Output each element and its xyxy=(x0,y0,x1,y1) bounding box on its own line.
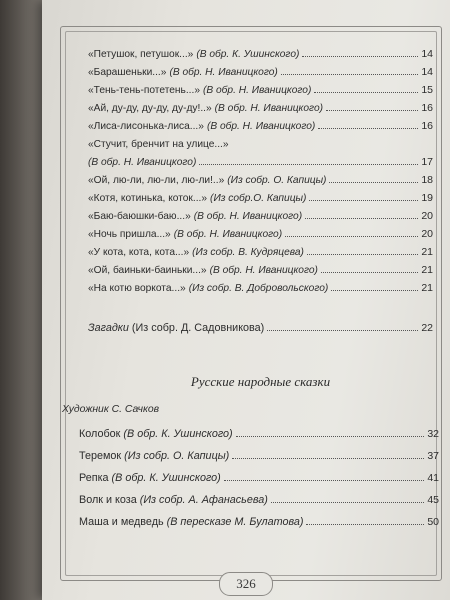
leader-dots xyxy=(281,74,419,75)
toc-entry xyxy=(88,170,433,186)
toc-entry xyxy=(88,62,433,78)
entry-note: (Из собр. В. Добровольского) xyxy=(188,283,329,294)
entry-title: «Ай, ду-ду, ду-ду, ду-ду!..» xyxy=(88,103,212,114)
entry-page: 21 xyxy=(421,246,433,258)
leader-dots xyxy=(331,290,418,291)
entry-title: «Петушок, петушок...» xyxy=(88,49,194,60)
toc-entry xyxy=(88,206,433,222)
entry-title: «Ночь пришла...» xyxy=(88,229,171,240)
entry-title: Волк и коза xyxy=(79,494,137,506)
entry-title: Теремок xyxy=(79,450,122,462)
entry-title: «Лиса-лисонька-лиса...» xyxy=(88,121,204,132)
entry-page: 21 xyxy=(421,264,433,276)
entry-page: 17 xyxy=(421,156,433,168)
toc-entry xyxy=(88,44,433,60)
toc-entry xyxy=(88,242,433,258)
toc-entry xyxy=(79,486,439,506)
entry-note: (Из собр. О. Капицы) xyxy=(227,175,327,186)
entry-page: 22 xyxy=(421,322,433,334)
entry-title: «Баю-баюшки-баю...» xyxy=(88,211,191,222)
leader-dots xyxy=(309,200,418,201)
entry-page: 18 xyxy=(421,174,433,186)
toc-entry xyxy=(79,508,439,528)
entry-note: (В обр. Н. Иваницкого) xyxy=(88,157,197,168)
toc-entry xyxy=(88,116,433,132)
entry-page: 21 xyxy=(421,282,433,294)
entry-page: 20 xyxy=(421,210,433,222)
entry-title: «Стучит, бренчит на улице...» xyxy=(88,139,229,150)
leader-dots xyxy=(232,458,424,459)
toc-entry xyxy=(88,224,433,240)
entry-note: (В обр. К. Ушинского) xyxy=(196,49,300,60)
entry-title: Репка xyxy=(79,472,109,484)
leader-dots xyxy=(224,480,425,481)
leader-dots xyxy=(314,92,418,93)
leader-dots xyxy=(329,182,418,183)
illustrator-credit: Художник С. Сачков xyxy=(62,404,160,415)
entry-note: (В обр. Н. Иваницкого) xyxy=(209,265,318,276)
entry-page: 16 xyxy=(421,120,433,132)
toc-entry xyxy=(88,278,433,294)
entry-note: (В пересказе М. Булатова) xyxy=(166,516,304,528)
leader-dots xyxy=(271,502,424,503)
leader-dots xyxy=(305,218,418,219)
section-heading: Русские народные сказки xyxy=(190,374,331,389)
toc-entry xyxy=(88,98,433,114)
leader-dots xyxy=(306,524,424,525)
entry-title: «Ой, лю-ли, лю-ли, лю-ли!..» xyxy=(88,175,225,186)
entry-note: (В обр. Н. Иваницкого) xyxy=(169,67,278,78)
toc-entry xyxy=(88,134,433,150)
entry-title: Колобок xyxy=(79,428,121,440)
leader-dots xyxy=(302,56,418,57)
toc-entry xyxy=(88,80,433,96)
entry-note: (В обр. Н. Иваницкого) xyxy=(173,229,283,240)
entry-page: 41 xyxy=(427,472,439,484)
toc-entry xyxy=(88,188,433,204)
entry-note: (В обр. Н. Иваницкого) xyxy=(193,211,303,222)
entry-note: (В обр. К. Ушинского) xyxy=(111,472,221,484)
leader-dots xyxy=(236,436,425,437)
entry-page: 15 xyxy=(421,84,433,96)
entry-title: Маша и медведь xyxy=(79,516,164,528)
entry-note: (Из собр.О. Капицы) xyxy=(210,193,307,204)
leader-dots xyxy=(318,128,418,129)
toc-entry-riddles xyxy=(88,318,433,334)
leader-dots xyxy=(326,110,418,111)
leader-dots xyxy=(199,164,418,165)
entry-page: 50 xyxy=(427,516,439,528)
entry-note: (В обр. Н. Иваницкого) xyxy=(214,103,324,114)
entry-title: «На котю воркота...» xyxy=(88,283,186,294)
entry-page: 20 xyxy=(421,228,433,240)
entry-note: (Из собр. Д. Садовникова) xyxy=(131,322,265,334)
entry-page: 14 xyxy=(421,66,433,78)
entry-title: «У кота, кота, кота...» xyxy=(88,247,190,258)
entry-page: 14 xyxy=(421,48,433,60)
entry-note: (В обр. К. Ушинского) xyxy=(123,428,233,440)
entry-title: «Котя, котинька, коток...» xyxy=(88,193,208,204)
toc-entry xyxy=(79,420,439,440)
leader-dots xyxy=(307,254,418,255)
entry-page: 32 xyxy=(427,428,439,440)
leader-dots xyxy=(267,330,418,331)
entry-page: 45 xyxy=(427,494,439,506)
entry-title: Загадки xyxy=(88,322,129,334)
leader-dots xyxy=(285,236,418,237)
entry-note: (В обр. Н. Иваницкого) xyxy=(206,121,316,132)
toc-entry xyxy=(88,152,433,168)
entry-note: (Из собр. А. Афанасьева) xyxy=(139,494,268,506)
leader-dots xyxy=(321,272,418,273)
entry-note: (В обр. Н. Иваницкого) xyxy=(203,85,312,96)
entry-page: 16 xyxy=(421,102,433,114)
page-number: 326 xyxy=(219,572,273,596)
entry-page: 37 xyxy=(427,450,439,462)
entry-title: «Барашеньки...» xyxy=(88,67,167,78)
entry-note: (Из собр. В. Кудряцева) xyxy=(192,247,304,258)
entry-note: (Из собр. О. Капицы) xyxy=(124,450,230,462)
toc-entry xyxy=(79,464,439,484)
toc-entry xyxy=(79,442,439,462)
entry-title: «Ой, баиньки-баиньки...» xyxy=(88,265,207,276)
entry-page: 19 xyxy=(421,192,433,204)
toc-entry xyxy=(88,260,433,276)
entry-title: «Тень-тень-потетень...» xyxy=(88,85,200,96)
